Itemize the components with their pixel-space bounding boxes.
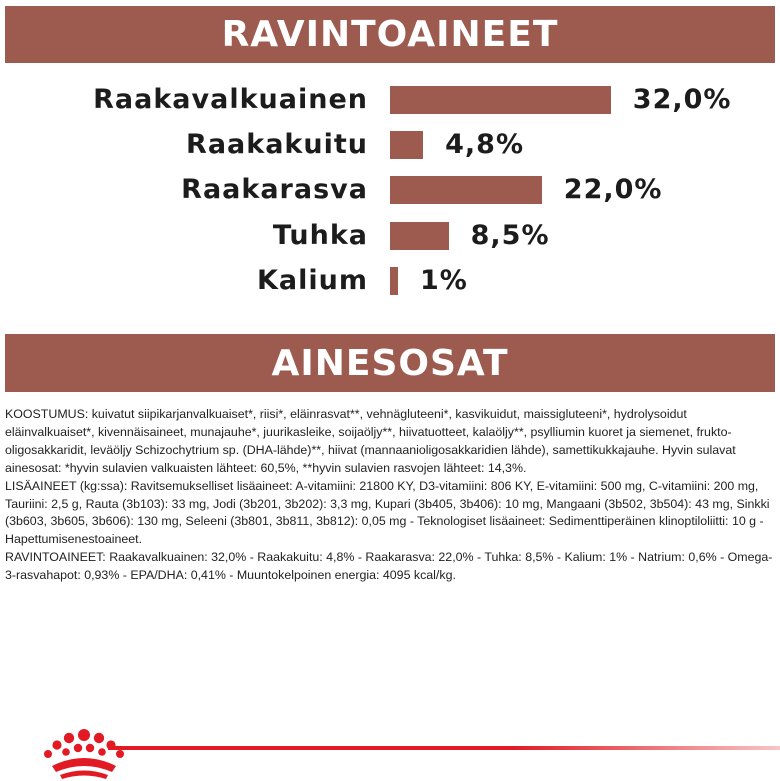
nutrient-bar	[390, 222, 449, 250]
nutrient-label: Raakakuitu	[186, 129, 368, 160]
nutrient-value-label: 4,8%	[445, 129, 524, 160]
nutrient-row	[0, 216, 780, 256]
nutrient-value-label: 1%	[420, 265, 468, 296]
nutrient-label: Raakavalkuainen	[93, 84, 368, 115]
ingredients-section-title: AINESOSAT	[5, 334, 775, 392]
nutrient-value-label: 22,0%	[563, 174, 663, 205]
additives-paragraph: LISÄAINEET (kg:ssa): Ravitsemukselliset lisäaineet: A-vitamiini: 21800 KY, D3-vitamiini: 806 KY, E-vitamiini: 500 mg, C-vitamiini: 200 mg, Tauriini: 2,5 g, Rauta (3b103): 33 mg, Jodi (3b201, 3b202): 3,3 mg, Kupari (3b405, 3b406): 10 mg, Mangaani (3b502, 3b504): 43 mg, Sinkki (3b603, 3b605, 3b606): 130 mg, Seleeni (3b801, 3b811, 3b812): 0,05 mg - Teknologiset lisäaineet: Sedimenttiperäinen klinoptiloliitti: 10 g - Hapettumisenestoaineet.	[5, 478, 770, 547]
nutrient-label: Raakarasva	[181, 174, 368, 205]
footer-accent-line	[108, 746, 780, 750]
nutrient-row	[0, 125, 780, 165]
ingredients-text	[5, 406, 777, 585]
nutrient-value-label: 32,0%	[632, 84, 732, 115]
nutrient-row	[0, 80, 780, 120]
nutrient-label: Kalium	[256, 265, 368, 296]
nutrients-section-title: RAVINTOAINEET	[5, 6, 775, 63]
nutrient-bar	[390, 131, 423, 159]
nutrient-label: Tuhka	[272, 220, 368, 251]
nutrient-bar	[390, 86, 611, 114]
composition-paragraph: KOOSTUMUS: kuivatut siipikarjanvalkuaiset*, riisi*, eläinrasvat**, vehnägluteeni*, kasvikuidut, maissigluteeni*, hydrolysoidut eläinvalkuaiset*, kivennäisaineet, munajauhe*, juurikasleike, soijaöljy**, hiivatuotteet, kalaöljy**, psylliumin kuoret ja siemenet, frukto-oligosakkaridit, leväöljy Schizochytrium sp. (DHA-lähde)**, hiivat (mannaanioligosakkaridien lähde), samettikukkajauhe. Hyvin sulavat ainesosat: *hyvin sulavien valkuaisten lähteet: 60,5%, **hyvin sulavien rasvojen lähteet: 14,3%.	[5, 407, 736, 475]
nutrient-row	[0, 170, 780, 210]
nutrient-bar	[390, 176, 542, 204]
crown-icon	[38, 726, 130, 781]
nutrients-paragraph: RAVINTOAINEET: Raakavalkuainen: 32,0% - Raakakuitu: 4,8% - Raakarasva: 22,0% - Tuhka: 8,5% - Kalium: 1% - Natrium: 0,6% - Omega-3-rasvahapot: 0,93% - EPA/DHA: 0,41% - Muuntokelpoinen energia: 4095 kcal/kg.	[5, 550, 773, 583]
nutrient-row	[0, 261, 780, 301]
nutrient-value-label: 8,5%	[470, 220, 550, 251]
nutrient-bar	[390, 267, 398, 295]
